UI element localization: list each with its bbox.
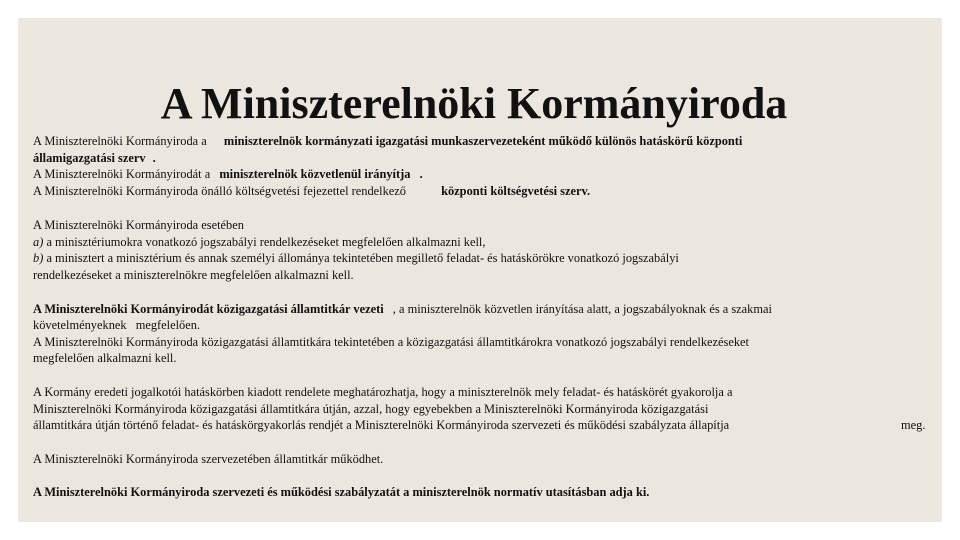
- p4-line-3-end: meg.: [901, 418, 926, 432]
- p3-line-1: [33, 302, 772, 317]
- p1-bold-text: államigazgatási szerv: [33, 151, 146, 165]
- p3-text: , a miniszterelnök közvetlen irányítása alatt, a jogszabályoknak és a szakmai: [392, 302, 772, 316]
- p4-line-2: Miniszterelnöki Kormányiroda közigazgatási államtitkára útján, azzal, hogy egyebekben a Miniszterelnöki Kormányiroda közigazgatási: [33, 402, 709, 416]
- p1-text: A Miniszterelnöki Kormányiroda a: [33, 134, 207, 148]
- list-marker: b): [33, 251, 44, 265]
- p2-text: a minisztert a minisztérium és annak személyi állománya tekintetében megillető feladat- és hatáskörökre vonatkozó jogszabályi: [46, 251, 679, 265]
- p1-line-4: [33, 184, 590, 199]
- p1-bold-text: központi költségvetési szerv.: [441, 184, 591, 198]
- p4-line-3: államtitkára útján történő feladat- és hatáskörgyakorlás rendjét a Miniszterelnöki Kormányiroda szervezeti és működési szabályzata állapítja: [33, 418, 730, 432]
- p2-line-4: rendelkezéseket a miniszterelnökre megfelelően alkalmazni kell.: [33, 268, 354, 282]
- p2-line-2: [33, 235, 485, 250]
- p3-text: követelményeknek: [33, 318, 127, 332]
- p3-line-3: A Miniszterelnöki Kormányiroda közigazgatási államtitkára tekintetében a közigazgatási államtitkárokra vonatkozó jogszabályi rendelkezéseket: [33, 335, 749, 349]
- p1-bold-text: .: [419, 167, 423, 181]
- p3-bold-text: A Miniszterelnöki Kormányirodát közigazgatási államtitkár vezeti: [33, 302, 384, 316]
- p5-line: A Miniszterelnöki Kormányiroda szervezetében államtitkár működhet.: [33, 452, 384, 466]
- p4-line-1: A Kormány eredeti jogalkotói hatáskörben kiadott rendelete meghatározhatja, hogy a miniszterelnök mely feladat- és hatáskörét gyakorolja a: [33, 385, 733, 399]
- p1-line-1: [33, 134, 742, 149]
- p1-text: A Miniszterelnöki Kormányiroda önálló költségvetési fejezettel rendelkező: [33, 184, 406, 198]
- p6-line: A Miniszterelnöki Kormányiroda szervezeti és működési szabályzatát a miniszterelnök normatív utasításban adja ki.: [33, 485, 650, 499]
- list-marker: a): [33, 235, 44, 249]
- p2-line-3: [33, 251, 679, 266]
- p2-text: a minisztériumokra vonatkozó jogszabályi rendelkezéseket megfelelően alkalmazni kell,: [46, 235, 486, 249]
- p1-text: A Miniszterelnöki Kormányirodát a: [33, 167, 211, 181]
- p1-line-2: [33, 151, 156, 166]
- p3-line-4: megfelelően alkalmazni kell.: [33, 351, 177, 365]
- p1-bold-text: miniszterelnök kormányzati igazgatási munkaszervezeteként működő különös hatáskörű központi: [223, 134, 743, 148]
- p3-text: megfelelően.: [135, 318, 201, 332]
- p3-line-2: [33, 318, 200, 333]
- p1-line-3: [33, 167, 423, 182]
- p1-bold-text: miniszterelnök közvetlenül irányítja: [219, 167, 411, 181]
- page-title: A Miniszterelnöki Kormányiroda: [160, 79, 788, 128]
- p1-bold-text: .: [152, 151, 156, 165]
- p2-line-1: A Miniszterelnöki Kormányiroda esetében: [33, 218, 244, 232]
